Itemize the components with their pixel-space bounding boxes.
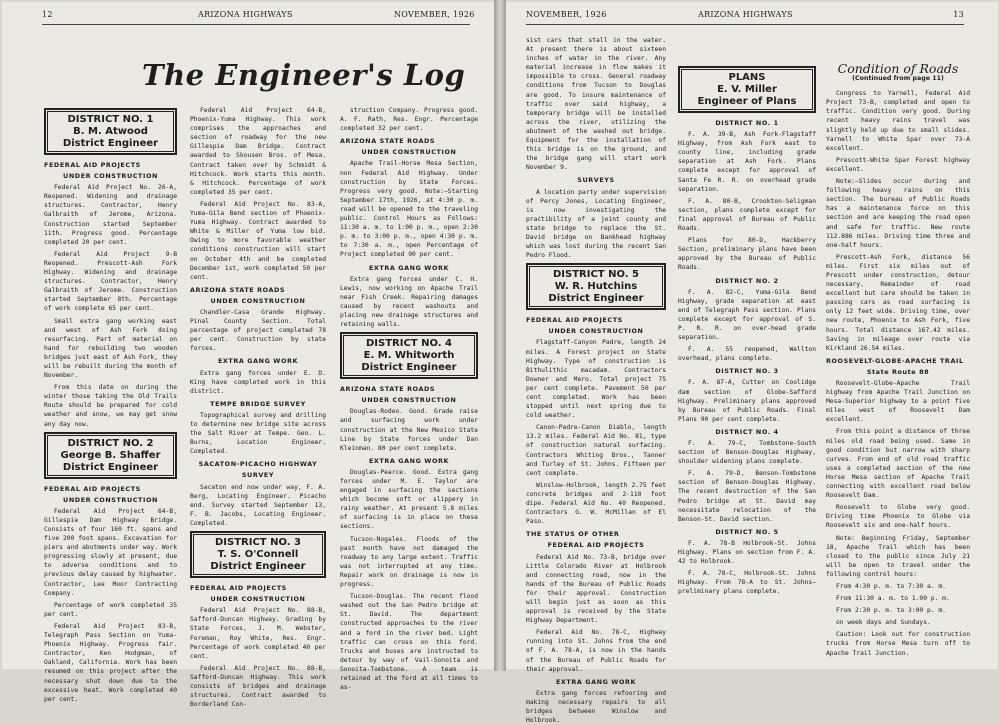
section-subheading: SURVEY	[241, 471, 275, 480]
paragraph: Federal Aid Project No. 88-B, Safford-Duncan Highway. Grading by State Forces, J. M. Webster, Foreman, Roy White, Res. Engr. Percentage of work completed 40 per cent.	[190, 607, 326, 660]
box-title: DISTRICT NO. 1	[67, 114, 154, 125]
box-engineer: B. M. Atwood	[73, 126, 148, 137]
paragraph: Chandler-Casa Grande Highway. Pinal County Section. Total percentage of project completed 78 per cent. Construction by state forces.	[190, 308, 326, 353]
district-3-box	[190, 531, 326, 578]
book-gutter	[494, 0, 506, 671]
district-2-box	[44, 432, 177, 479]
paragraph: Douglas-Rodeo. Good. Grade raise and surfacing work under construction at the New Mexico State Line by State forces under Dan Kleinman. 80 per cent complete.	[340, 408, 478, 452]
left-column-1	[44, 106, 177, 703]
section-heading: DISTRICT NO. 2	[715, 276, 779, 285]
paragraph: From this date on during the winter those taking the Old Trails Route should be prepared for cold weather and snow, we may get snow any day now.	[44, 384, 177, 428]
condition-of-roads-subtitle: (Continued from page 11)	[852, 75, 944, 83]
paragraph: F. A. 80-B, Crookton-Seligman section, plans complete except for final approval of Bureau of Public Roads.	[678, 197, 816, 233]
district-5-box	[526, 263, 666, 310]
paragraph: F. A. 87-A, Cutter on Coolidge dam section of Globe-Safford Highway. Preliminary plans approved by Bureau of Public Roads. Final Plans 90 per cent complete.	[678, 379, 816, 423]
paragraph: Sacaton end now under way, F. A. Berg, Locating Engineer. Picacho end. Survey started September 13, F. B. Jacobs, Locating Engineer. Completed.	[190, 483, 326, 527]
box-role: District Engineer	[548, 293, 644, 305]
section-heading: FEDERAL AID PROJECTS	[190, 584, 287, 593]
box-engineer: George B. Shaffer	[60, 449, 161, 461]
paragraph: Plans for 80-D, Hackberry Section, preliminary plans have been approved by the Bureau of Public Roads.	[678, 237, 816, 272]
paragraph: Flagstaff-Canyon Padre, length 24 miles. A Forest project on State Highway. Type of construction is Bithulithic macadam. Contractors Downer and Mero. Total project 75 per cent complete. Pavement 50 per cent completed. Work has been stopped until next spring due to cold weather.	[526, 339, 666, 420]
paragraph: Canon-Padre-Canon Diablo, length 13.2 miles. Federal Aid No. 81, type of construction natural surfacing. Contractors Whiting Bros., Tanner and Turley of St. Johns. Fifteen per cent complete.	[526, 424, 666, 477]
paragraph: Federal Aid Project No. 83-A, Yuma-Gila Bend section of Phoenix-Yuma Highway. Contract awarded to White & Miller of Yuma low bid. Owing to more favorable weather conditions construction will start on October 4th and be completed December 1st, work completed 50 per cent.	[190, 200, 326, 281]
section-heading: SACATON-PICACHO HIGHWAY	[198, 460, 318, 469]
box-role: District Engineer	[62, 138, 159, 149]
paragraph: Federal Aid No. 73-B, bridge over Little Colorado River at Holbrook and connecting road, now in the hands of the Bureau of Public Roads for their approval. Construction will begin just as soon as this approval is received by the State Highway Department.	[526, 553, 666, 625]
box-title: PLANS	[728, 72, 766, 83]
section-heading: ARIZONA STATE ROADS	[340, 385, 436, 394]
section-heading: EXTRA GANG WORK	[555, 677, 637, 686]
paragraph: A location party under supervision of Percy Jones, Locating Engineer, is now investigating the practibility of a joint county and state bridge to replace the St. David bridge on Bankhead highway which was lost during the recent San Pedro Flood.	[526, 188, 666, 260]
box-engineer: T. S. O'Connell	[217, 549, 299, 561]
left-page	[2, 2, 494, 709]
right-column-1	[526, 36, 666, 725]
section-subheading: UNDER CONSTRUCTION	[210, 296, 306, 305]
section-heading: ARIZONA STATE ROADS	[190, 285, 286, 294]
box-role: District Engineer	[361, 362, 457, 374]
paragraph: Federal Aid Project 64-B, Phoenix-Yuma Highway. This work comprises the approaches and section of roadway for the new Gillespie Dam Bridge. Contract awarded to Skousen Bros. of Mesa. Contract taken over by Schmidt & Hitchcock. Work starts this month. & Hitchcock. Percentage of work completed 35 per cent.	[190, 107, 326, 196]
section-heading: DISTRICT NO. 4	[715, 427, 779, 436]
paragraph: Congress to Yarnell, Federal Aid Project 73-B, completed and open to traffic. Condition very good. During recent heavy rains travel was slightly held up due to small slides. Yarnell to White Spar over 73-A excellent.	[826, 90, 970, 152]
paragraph: Federal Aid No. 78-C, Highway running into St. Johns from the end of F. A. 78-A, is now in the hands of the Bureau of Public Roads for their approval.	[526, 629, 666, 673]
right-column-2	[678, 64, 816, 666]
section-subheading: UNDER CONSTRUCTION	[361, 148, 457, 157]
paragraph: Extra gang forces refooring and making necessary repairs to all bridges between Winslow and Holbrook.	[526, 689, 666, 725]
section-subheading: UNDER CONSTRUCTION	[548, 327, 644, 336]
paragraph: Topographical survey and drilling to determine new bridge site across the Salt River at Tempe. Geo. L. Burns, Location Engineer. Completed.	[190, 411, 326, 456]
hours-line: on week days and Sundays.	[836, 619, 931, 627]
section-subheading: FEDERAL AID PROJECTS	[547, 541, 645, 550]
section-heading: SURVEYS	[577, 176, 615, 185]
plans-box	[678, 66, 816, 113]
page-number-left: 12	[42, 10, 53, 19]
paragraph: struction Company. Progress good. A. F. Rath, Res. Engr. Percentage completed 32 per cent.	[340, 107, 478, 133]
box-role: District Engineer	[62, 461, 159, 473]
section-heading: DISTRICT NO. 1	[715, 119, 779, 127]
section-heading: ARIZONA STATE ROADS	[340, 137, 436, 146]
box-title: DISTRICT NO. 5	[553, 269, 639, 281]
section-heading: THE STATUS OF OTHER	[526, 530, 620, 539]
box-role: District Engineer	[210, 561, 306, 573]
paragraph: Federal Aid Project 83-B, Telegraph Pass Section on Yuma-Phoenix Highway. Progress fair. Contractor, Ken Hodgman, of Oakland, California. Work has been resumed on this project after the necessary shut down due to the excessive heat. Work completed 40 per cent.	[44, 622, 177, 703]
paragraph: Douglas-Pearce. Good. Extra gang forces under M. E. Taylor are engaged in surfacing the sections which become soft or slippery in rainy weather. At present 5.8 miles of surfacing is in place on these sections.	[340, 468, 478, 531]
date-right: NOVEMBER, 1926	[526, 10, 607, 19]
paragraph: F. A. 55 reopened, Wellton overhead, plans complete.	[678, 346, 816, 363]
section-heading: EXTRA GANG WORK	[368, 263, 450, 272]
page-number-right: 13	[953, 10, 964, 19]
paragraph: sist cars that stall in the water. At present there is about sixteen inches of water in the river. Any material increase in flow makes it impossible to cross. General roadway conditions from Tucson to Douglas are good. To insure maintenance of traffic over said highway, a temporary bridge will be installed across the river, utilizing the abutment of the washed out bridge. Equipment for the installation of this bridge is on the ground, and the bridge gang will start work November 9.	[526, 37, 666, 172]
hours-line: From 2:30 p. m. to 3:00 p. m.	[836, 607, 946, 615]
district-1-box	[44, 108, 177, 155]
paragraph: F. A. 39-B, Ash Fork-Flagstaff Highway, from Ash Fork east to county line, including grade separation at Ash Fork. Plans complete except for approval of Santa Fe R. R. on overhead grade separation.	[678, 131, 816, 193]
paragraph: Roosevelt to Globe very good. Driving time Phoenix to Globe via Roosevelt six and one-half hours.	[826, 504, 970, 530]
section-subheading: UNDER CONSTRUCTION	[210, 595, 306, 604]
right-page	[506, 2, 998, 725]
box-role: Engineer of Plans	[697, 96, 797, 107]
district-4-box	[340, 332, 478, 379]
paragraph: Small extra gang working east and west of Ash Fork doing resurfacing. Part of material on hand for rebuilding two wooden bridges just east of Ash Fork, they will be rebuilt during the month of November.	[44, 317, 177, 380]
paragraph: Extra gang forces under E. D. King have completed work in this district.	[190, 369, 326, 395]
paragraph: F. A. 79-D, Benson-Tombstone section of Benson-Douglas Highway. The recent destruction of the San Pedro bridge at St. David may necessitate relocation of the Benson-St. David section.	[678, 470, 816, 523]
running-head-right	[526, 10, 964, 22]
running-title-right: ARIZONA HIGHWAYS	[698, 10, 793, 19]
box-title: DISTRICT NO. 2	[67, 437, 154, 449]
paragraph: Roosevelt-Globe-Apache Trail highway from Apache Trail Junction on Mesa-Superior highway to a point five miles west of Roosevelt Dam excellent.	[826, 380, 970, 424]
paragraph: F. A. 78-C, Holbrook-St. Johns Highway. From 78-A to St. Johns—preliminary plans complete.	[678, 570, 816, 596]
paragraph: Federal Aid Project No. 26-A, Reopened. Widening and drainage structures. Contractor, Henry Galbraith of Jerome, Arizona. Construction started September 11th. Progress good. Percentage completed 20 per cent.	[44, 184, 177, 246]
box-engineer: E. V. Miller	[717, 84, 777, 95]
section-heading: EXTRA GANG WORK	[217, 357, 299, 366]
page-title: The Engineer's Log	[142, 58, 466, 92]
paragraph: Tucson-Nogales. Floods of the past month have not damaged the roadway to any large extent. Traffic was not interrupted at any time. Repair work on drainage is now in progress.	[340, 535, 478, 589]
paragraph: Percentage of work completed 35 per cent.	[44, 601, 177, 618]
section-heading: TEMPE BRIDGE SURVEY	[210, 399, 306, 408]
paragraph: Tucson-Douglas. The recent flood washed out the San Pedro bridge at St. David. The department constructed approaches to the river and a ford in the river bed. Light traffic can cross on this ford. Trucks and buses are instructed to detour by way of Vail-Sonoita and Sonoita-Tombstone. A team is retained at the ford at all times to as-	[340, 593, 478, 692]
paragraph: Extra gang forces under C. H. Lewis, now working on Apache Trail near Fish Creek. Repairing damages caused by recent washouts and placing new drainage structures and retaining walls.	[340, 275, 478, 329]
hours-line: From 11:30 a. m. to 1.00 p. m.	[836, 595, 950, 603]
section-heading: FEDERAL AID PROJECTS	[526, 316, 623, 325]
box-title: DISTRICT NO. 3	[215, 537, 301, 549]
paragraph: Note: Beginning Friday, September 18, Apache Trail which has been closed to the public since July 21 will be open to travel under the following control hours:	[826, 534, 970, 578]
section-heading: DISTRICT NO. 5	[715, 527, 779, 536]
section-heading: FEDERAL AID PROJECTS	[44, 161, 141, 169]
header-rule-left	[42, 24, 470, 25]
paragraph: Winslow-Holbrook, length 2.75 feet concrete bridges and 2-110 foot dipe. Federal Aid No. 40 Reopened. Contractors G. W. McMillan of El Paso.	[526, 481, 666, 526]
hours-line: From 4:30 p. m. to 7:30 a. m.	[836, 582, 946, 590]
paragraph: Federal Aid Project 64-B, Gillespie Dam Highway Bridge. Consists of four 160 ft. spans and five 200 foot spans. Excavation for piers and abutments under way. Work progressing slowly at present, due to adverse conditions and to previous delay caused by highwater. Contractor, Lee Moor Contracting Company.	[44, 507, 177, 597]
left-column-2	[190, 106, 326, 709]
section-heading: ROOSEVELT-GLOBE-APACHE TRAIL	[826, 356, 964, 365]
condition-of-roads-title: Condition of Roads	[837, 61, 959, 76]
section-subheading: UNDER CONSTRUCTION	[63, 172, 158, 181]
paragraph: Prescott-Ash Fork, distance 56 miles. First six miles out of Prescott under construction, detour necessary. Remainder of road excellent but care should be taken in passing cars as road surfacing is only 12 feet wide. Driving time, over new route, Phoenix to Ash Fork, five hours. Total distance 167.42 miles. Saving in mileage over route via Kirkland 26.54 miles.	[826, 253, 970, 352]
running-head-left	[42, 10, 475, 22]
date-left: NOVEMBER, 1926	[394, 10, 475, 19]
box-engineer: W. R. Hutchins	[554, 281, 638, 293]
box-engineer: E. M. Whitworth	[363, 350, 455, 362]
paragraph: F. A. 78-B Holbrook-St. Johns Highway. Plans on section from F. A. 42 to Holbrook.	[678, 539, 816, 566]
section-subheading: UNDER CONSTRUCTION	[361, 396, 457, 405]
box-title: DISTRICT NO. 4	[366, 338, 452, 350]
section-heading: DISTRICT NO. 3	[715, 367, 779, 376]
right-column-3	[826, 61, 970, 666]
section-heading: EXTRA GANG WORK	[368, 456, 450, 465]
paragraph: From this point a distance of three miles old road being used. Same in good condition but narrow with sharp curves. From end of old road traffic uses a completed section of the new Horse Mesa section of Apache Trail connecting with excellent road below Roosevelt Dam.	[826, 428, 970, 500]
section-subheading: UNDER CONSTRUCTION	[63, 495, 158, 504]
paragraph: Caution: Look out for construction trucks from Horse Mesa turn off to Apache Trail Junction.	[826, 631, 970, 657]
paragraph: F. A. 82-C, Yuma-Gila Bend Highway, grade separation at east end of Telegraph Pass section. Plans complete except for approval of S. P. R. R. on over-head grade separation.	[678, 288, 816, 342]
paragraph: Prescott-White Spar Forest highway excellent.	[826, 156, 970, 173]
section-subheading: State Route 88	[866, 367, 930, 376]
left-column-3	[340, 106, 478, 692]
header-rule-right	[526, 24, 964, 25]
paragraph: Apache Trail-Horse Mesa Section, non Federal Aid Highway. Under construction by State Forces. Progress very good. Note:—Starting September 17th, 1926, at 4:30 p. m. road will be opened to the traveling public. Control Hours as Follows: 11:30 a. m. to 1:00 p. m., open 2:30 p. m. to 3:00 p. m., open 4:30 p. m. to 7:30 a. m., open Percentage of Project completed 90 per cent.	[340, 160, 478, 259]
paragraph: Federal Aid Project 9-B Reopened. Prescott-Ash Fork Highway. Widening and drainage structures. Contractor, Henry Galbraith of Jerome. Construction started September 8th. Percentage of work complete 65 per cent.	[44, 250, 177, 313]
paragraph: F. A. 79-C, Tombstone-South section of Benson-Douglas Highway, shoulder widening plans complete.	[678, 440, 816, 466]
paragraph: Note:—Slides occur during and following heavy rains on this section. The bureau of Public Roads has a maintenance force on this section and are keeping the road open and safe for traffic. New route 112.886 miles. Driving time three and one-half hours.	[826, 178, 970, 249]
paragraph: Federal Aid Project No. 88-B, Safford-Duncan Highway. This work consists of bridges and drainage structures. Contract awarded to Borderland Con-	[190, 664, 326, 709]
section-heading: FEDERAL AID PROJECTS	[44, 484, 141, 493]
running-title-left: ARIZONA HIGHWAYS	[198, 10, 293, 19]
